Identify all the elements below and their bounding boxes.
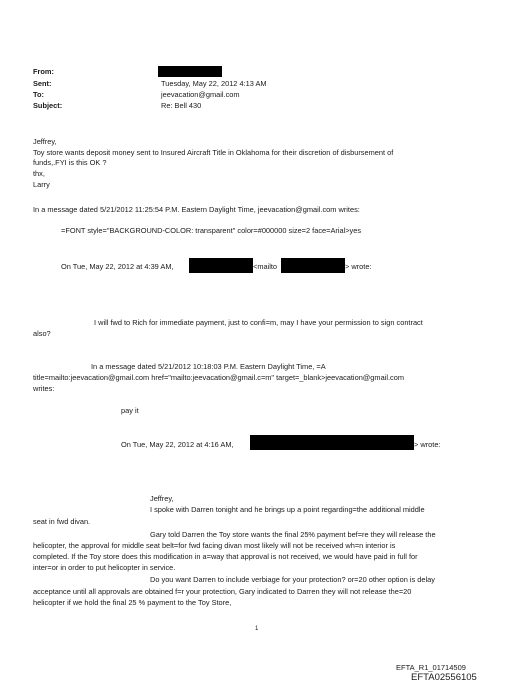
message-line: acceptance until all approvals are obtained f=r your protection, Gary indicated to Darren they will not release the=20 bbox=[33, 587, 412, 596]
to-label: To: bbox=[33, 90, 44, 99]
quote-header: title=mailto:jeevacation@gmail.com href="mailto:jeevacation@gmail.c=m" target=_blank>jeevacation@gmail.com bbox=[33, 373, 404, 382]
font-style-line: =FONT style="BACKGROUND-COLOR: transparent" color=#000000 size=2 face=Arial>yes bbox=[61, 226, 362, 235]
pay-it: pay it bbox=[121, 406, 139, 415]
mailto-text: <mailto bbox=[253, 262, 278, 271]
page-number: 1 bbox=[255, 626, 259, 632]
message-line: helicopter if we hold the final 25 % payment to the Toy Store, bbox=[33, 598, 232, 607]
message-line: helicopter, the approval for middle seat belt=for fwd facing divan most likely will not be received wh=n interior is bbox=[33, 541, 396, 550]
message-line: seat in fwd divan. bbox=[33, 517, 91, 526]
message-line: also? bbox=[33, 329, 51, 338]
greeting: Jeffrey, bbox=[33, 137, 57, 146]
message-line: Do you want Darren to include verbiage for your protection? or=20 other option is delay bbox=[150, 575, 435, 584]
bates-number: EFTA02556105 bbox=[411, 672, 477, 683]
from-label: From: bbox=[33, 67, 54, 76]
wrote-text: > wrote: bbox=[345, 262, 372, 271]
redacted-email bbox=[281, 258, 345, 273]
message-line: funds,.FYI is this OK ? bbox=[33, 158, 107, 167]
greeting: Jeffrey, bbox=[150, 494, 174, 503]
quote-header: In a message dated 5/21/2012 11:25:54 P.M. Eastern Daylight Time, jeevacation@gmail.com writes: bbox=[33, 205, 360, 214]
message-line: I will fwd to Rich for immediate payment, just to confi=m, may I have your permission to sign contract bbox=[94, 318, 423, 327]
subject-label: Subject: bbox=[33, 101, 63, 110]
signature: Larry bbox=[33, 180, 50, 189]
message-line: I spoke with Darren tonight and he brings up a point regarding=the additional middle bbox=[150, 505, 425, 514]
message-line: inter=or in order to put helicopter in service. bbox=[33, 563, 176, 572]
message-line: Gary told Darren the Toy store wants the final 25% payment bef=re they will release the bbox=[150, 530, 436, 539]
on-date-line: On Tue, May 22, 2012 at 4:16 AM, bbox=[121, 440, 234, 449]
message-line: completed. If the Toy store does this modification in a=way that approval is not received, we would have paid in full for bbox=[33, 552, 418, 561]
on-date-line: On Tue, May 22, 2012 at 4:39 AM, bbox=[61, 262, 174, 271]
redacted-name bbox=[189, 258, 253, 273]
quote-header: writes: bbox=[33, 384, 55, 393]
quote-header: In a message dated 5/21/2012 10:18:03 P.M. Eastern Daylight Time, =A bbox=[91, 362, 326, 371]
message-line: Toy store wants deposit money sent to Insured Aircraft Title in Oklahoma for their discretion of disbursement of bbox=[33, 148, 394, 157]
thanks: thx, bbox=[33, 169, 45, 178]
sent-value: Tuesday, May 22, 2012 4:13 AM bbox=[161, 79, 267, 88]
redacted-sender bbox=[158, 66, 222, 77]
bates-number: EFTA_R1_01714509 bbox=[396, 663, 466, 672]
wrote-text: > wrote: bbox=[414, 440, 441, 449]
sent-label: Sent: bbox=[33, 79, 52, 88]
subject-value: Re: Bell 430 bbox=[161, 101, 202, 110]
redacted-email bbox=[250, 435, 414, 450]
to-value: jeevacation@gmail.com bbox=[161, 90, 240, 99]
